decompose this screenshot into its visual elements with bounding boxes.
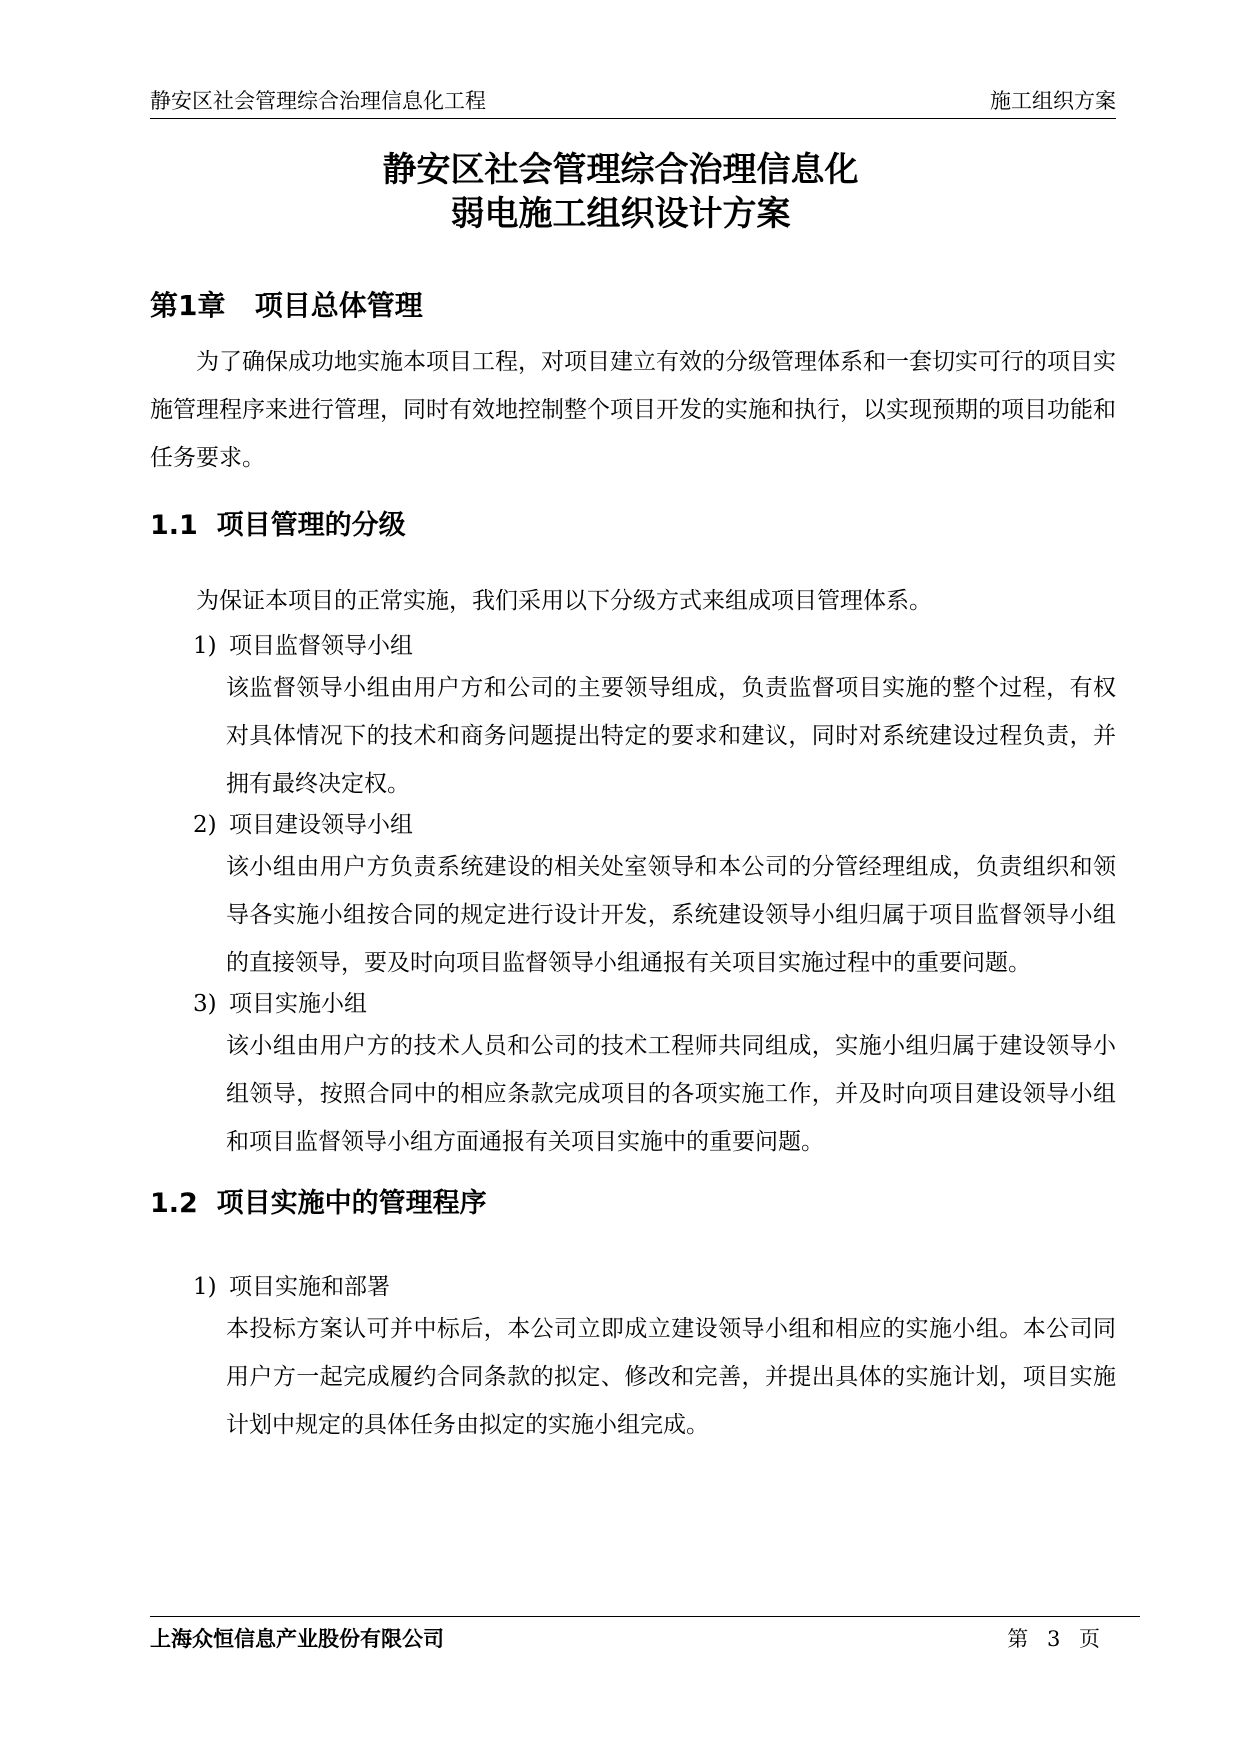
header-project-name: 静安区社会管理综合治理信息化工程 xyxy=(150,89,486,113)
list-item-label: 项目实施和部署 xyxy=(229,1274,390,1300)
chapter-paragraph: 为了确保成功地实施本项目工程，对项目建立有效的分级管理体系和一套切实可行的项目实施管理程序来进行管理，同时有效地控制整个项目开发的实施和执行，以实现预期的项目功能和任务要求。 xyxy=(150,349,1116,471)
list-item-text: 该监督领导小组由用户方和公司的主要领导组成，负责监督项目实施的整个过程，有权对具体情况下的技术和商务问题提出特定的要求和建议，同时对系统建设过程负责，并拥有最终决定权。 xyxy=(226,675,1116,797)
footer-page-number: 第 3 页 xyxy=(1007,1627,1100,1651)
list-item-text: 本投标方案认可并中标后，本公司立即成立建设领导小组和相应的实施小组。本公司同用户方一起完成履约合同条款的拟定、修改和完善，并提出具体的实施计划，项目实施计划中规定的具体任务由拟定的实施小组完成。 xyxy=(226,1316,1116,1438)
list-item-title xyxy=(193,808,413,842)
chapter-heading: 第1章 项目总体管理 xyxy=(150,289,423,322)
header-doc-type: 施工组织方案 xyxy=(990,89,1116,113)
list-item-label: 项目建设领导小组 xyxy=(229,812,413,838)
list-item-number: 1) xyxy=(193,633,217,659)
list-item-text: 该小组由用户方负责系统建设的相关处室领导和本公司的分管经理组成，负责组织和领导各实施小组按合同的规定进行设计开发，系统建设领导小组归属于项目监督领导小组的直接领导，要及时向项目监督领导小组通报有关项目实施过程中的重要问题。 xyxy=(226,854,1116,976)
list-item-title xyxy=(193,987,367,1021)
page-footer xyxy=(150,1616,1140,1657)
footer-company-name: 上海众恒信息产业股份有限公司 xyxy=(150,1627,444,1651)
list-item-text: 该小组由用户方的技术人员和公司的技术工程师共同组成，实施小组归属于建设领导小组领导，按照合同中的相应条款完成项目的各项实施工作，并及时向项目建设领导小组和项目监督领导小组方面通报有关项目实施中的重要问题。 xyxy=(226,1033,1116,1155)
list-item-label: 项目监督领导小组 xyxy=(229,633,413,659)
list-item-title xyxy=(193,629,413,663)
section-1-2-heading: 1.2 项目实施中的管理程序 xyxy=(150,1188,487,1219)
list-item-number: 2) xyxy=(193,812,217,838)
list-item-number: 1) xyxy=(193,1274,217,1300)
list-item-number: 3) xyxy=(193,991,217,1017)
list-item-label: 项目实施小组 xyxy=(229,991,367,1017)
page-header xyxy=(150,86,1116,119)
doc-title-line-1: 静安区社会管理综合治理信息化 xyxy=(382,150,859,190)
list-item-title xyxy=(193,1270,390,1304)
section-1-1-heading: 1.1 项目管理的分级 xyxy=(150,510,406,541)
section-1-1-intro: 为保证本项目的正常实施，我们采用以下分级方式来组成项目管理体系。 xyxy=(196,588,932,614)
doc-title-line-2: 弱电施工组织设计方案 xyxy=(450,194,791,234)
